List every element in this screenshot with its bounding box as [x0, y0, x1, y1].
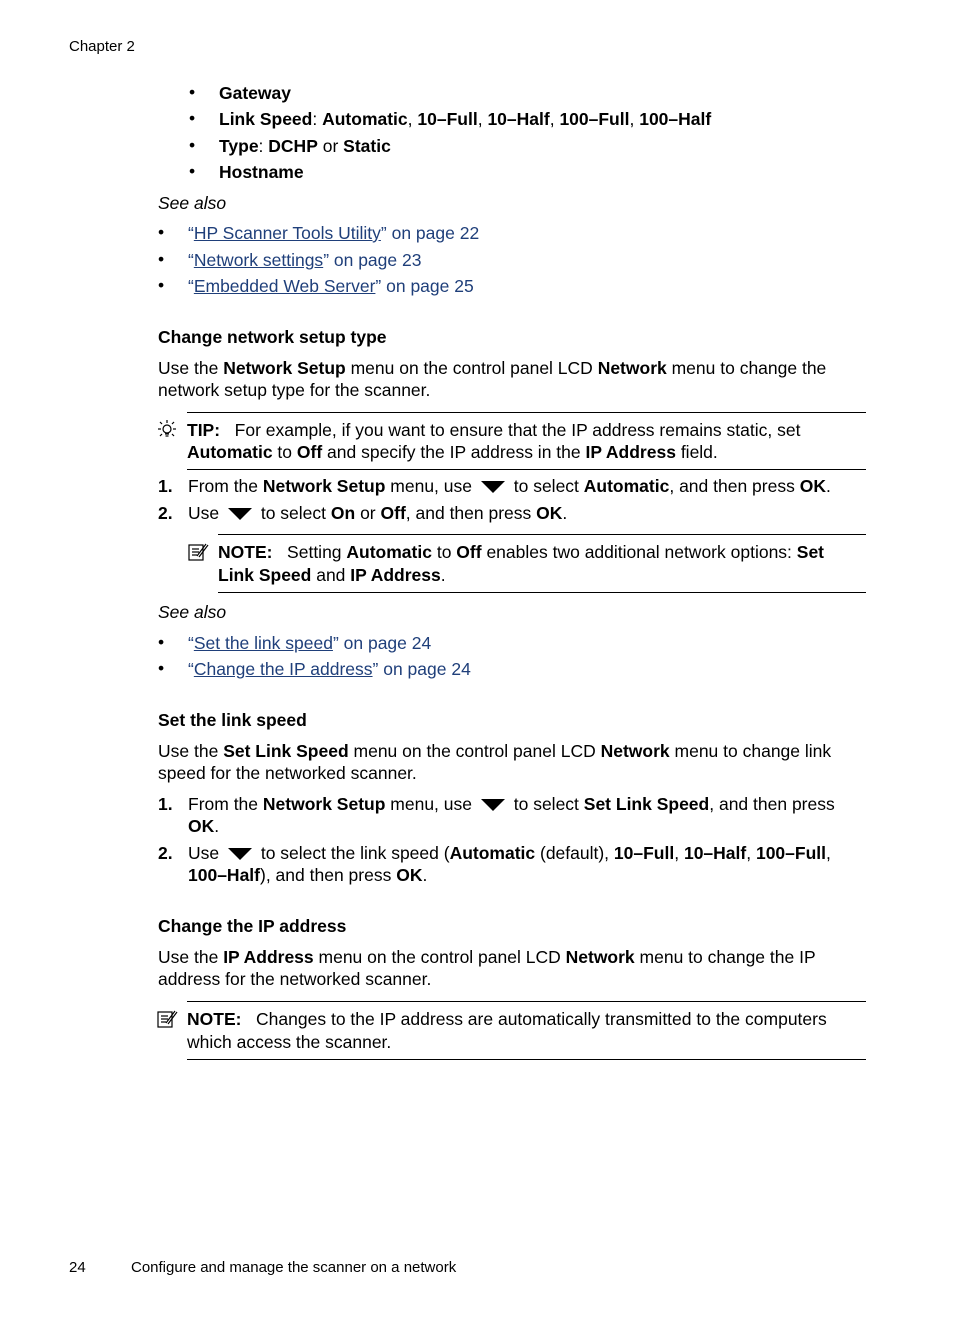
step-number: 2.	[158, 843, 173, 863]
paragraph-line: Use the IP Address menu on the control panel LCD Network menu to change the IP	[158, 947, 816, 967]
tip-line: Automatic to Off and specify the IP address in the IP Address field.	[187, 442, 718, 462]
tip-top-rule	[187, 412, 866, 413]
paragraph-line: Use the Set Link Speed menu on the control panel LCD Network menu to change link	[158, 741, 832, 761]
link-change-the-ip-address[interactable]: “Change the IP address” on page 24	[188, 659, 471, 679]
note-line: Link Speed and IP Address.	[218, 565, 446, 585]
section-heading: Change network setup type	[158, 327, 387, 347]
step-text: From the Network Setup menu, use to select Set Link Speed, and then press	[188, 794, 835, 814]
paragraph-line: speed for the networked scanner.	[158, 763, 417, 783]
step-text: 100–Half), and then press OK.	[188, 865, 428, 885]
note-top-rule	[218, 534, 866, 535]
note-line: NOTE: Changes to the IP address are automatically transmitted to the computers	[187, 1009, 827, 1029]
link-set-the-link-speed[interactable]: “Set the link speed” on page 24	[188, 633, 432, 653]
note-top-rule	[187, 1001, 866, 1002]
section-heading: Set the link speed	[158, 710, 307, 730]
step-number: 1.	[158, 794, 173, 814]
list-item: Link Speed: Automatic, 10–Full, 10–Half, 100–Full, 100–Half	[219, 109, 712, 129]
footer-page-number: 24	[69, 1259, 86, 1276]
list-item: Type: DCHP or Static	[219, 136, 391, 156]
tip-bottom-rule	[187, 469, 866, 470]
down-arrow-icon	[228, 508, 252, 520]
tip-line: TIP: For example, if you want to ensure that the IP address remains static, set	[187, 420, 801, 440]
see-also-label: See also	[158, 193, 227, 213]
paragraph-line: Use the Network Setup menu on the control panel LCD Network menu to change the	[158, 358, 827, 378]
bullet: •	[189, 161, 196, 181]
bullet: •	[158, 222, 165, 242]
see-also-link[interactable]	[188, 222, 479, 244]
bullet: •	[158, 632, 165, 652]
note-bottom-rule	[218, 592, 866, 593]
see-also-link[interactable]	[188, 632, 431, 654]
paragraph-line: network setup type for the scanner.	[158, 380, 431, 400]
step-text: From the Network Setup menu, use to select Automatic, and then press OK.	[188, 476, 831, 496]
footer-title: Configure and manage the scanner on a network	[131, 1259, 457, 1276]
link-hp-scanner-tools-utility[interactable]: “HP Scanner Tools Utility” on page 22	[188, 223, 480, 243]
note-line: NOTE: Setting Automatic to Off enables two additional network options: Set	[218, 542, 825, 562]
see-also-link[interactable]	[188, 275, 474, 297]
down-arrow-icon	[481, 481, 505, 493]
bullet: •	[189, 108, 196, 128]
lightbulb-icon	[156, 419, 178, 446]
bullet: •	[189, 135, 196, 155]
note-icon	[187, 541, 209, 568]
list-item: Hostname	[219, 162, 304, 182]
step-text: Use to select the link speed (Automatic (default), 10–Full, 10–Half, 100–Full,	[188, 843, 831, 863]
link-embedded-web-server[interactable]: “Embedded Web Server” on page 25	[188, 276, 474, 296]
list-item: Gateway	[219, 83, 291, 103]
see-also-link[interactable]	[188, 249, 421, 271]
step-text: OK.	[188, 816, 220, 836]
see-also-label: See also	[158, 602, 227, 622]
bullet: •	[189, 82, 196, 102]
note-line: which access the scanner.	[187, 1032, 392, 1052]
down-arrow-icon	[228, 848, 252, 860]
note-icon	[156, 1008, 178, 1035]
bullet: •	[158, 275, 165, 295]
step-text: Use to select On or Off, and then press OK.	[188, 503, 568, 523]
see-also-link[interactable]	[188, 658, 471, 680]
note-bottom-rule	[187, 1059, 866, 1060]
link-network-settings[interactable]: “Network settings” on page 23	[188, 250, 422, 270]
bullet: •	[158, 249, 165, 269]
step-number: 1.	[158, 476, 173, 496]
paragraph-line: address for the networked scanner.	[158, 969, 432, 989]
chapter-header: Chapter 2	[69, 38, 135, 55]
down-arrow-icon	[481, 799, 505, 811]
step-number: 2.	[158, 503, 173, 523]
bullet: •	[158, 658, 165, 678]
section-heading: Change the IP address	[158, 916, 347, 936]
